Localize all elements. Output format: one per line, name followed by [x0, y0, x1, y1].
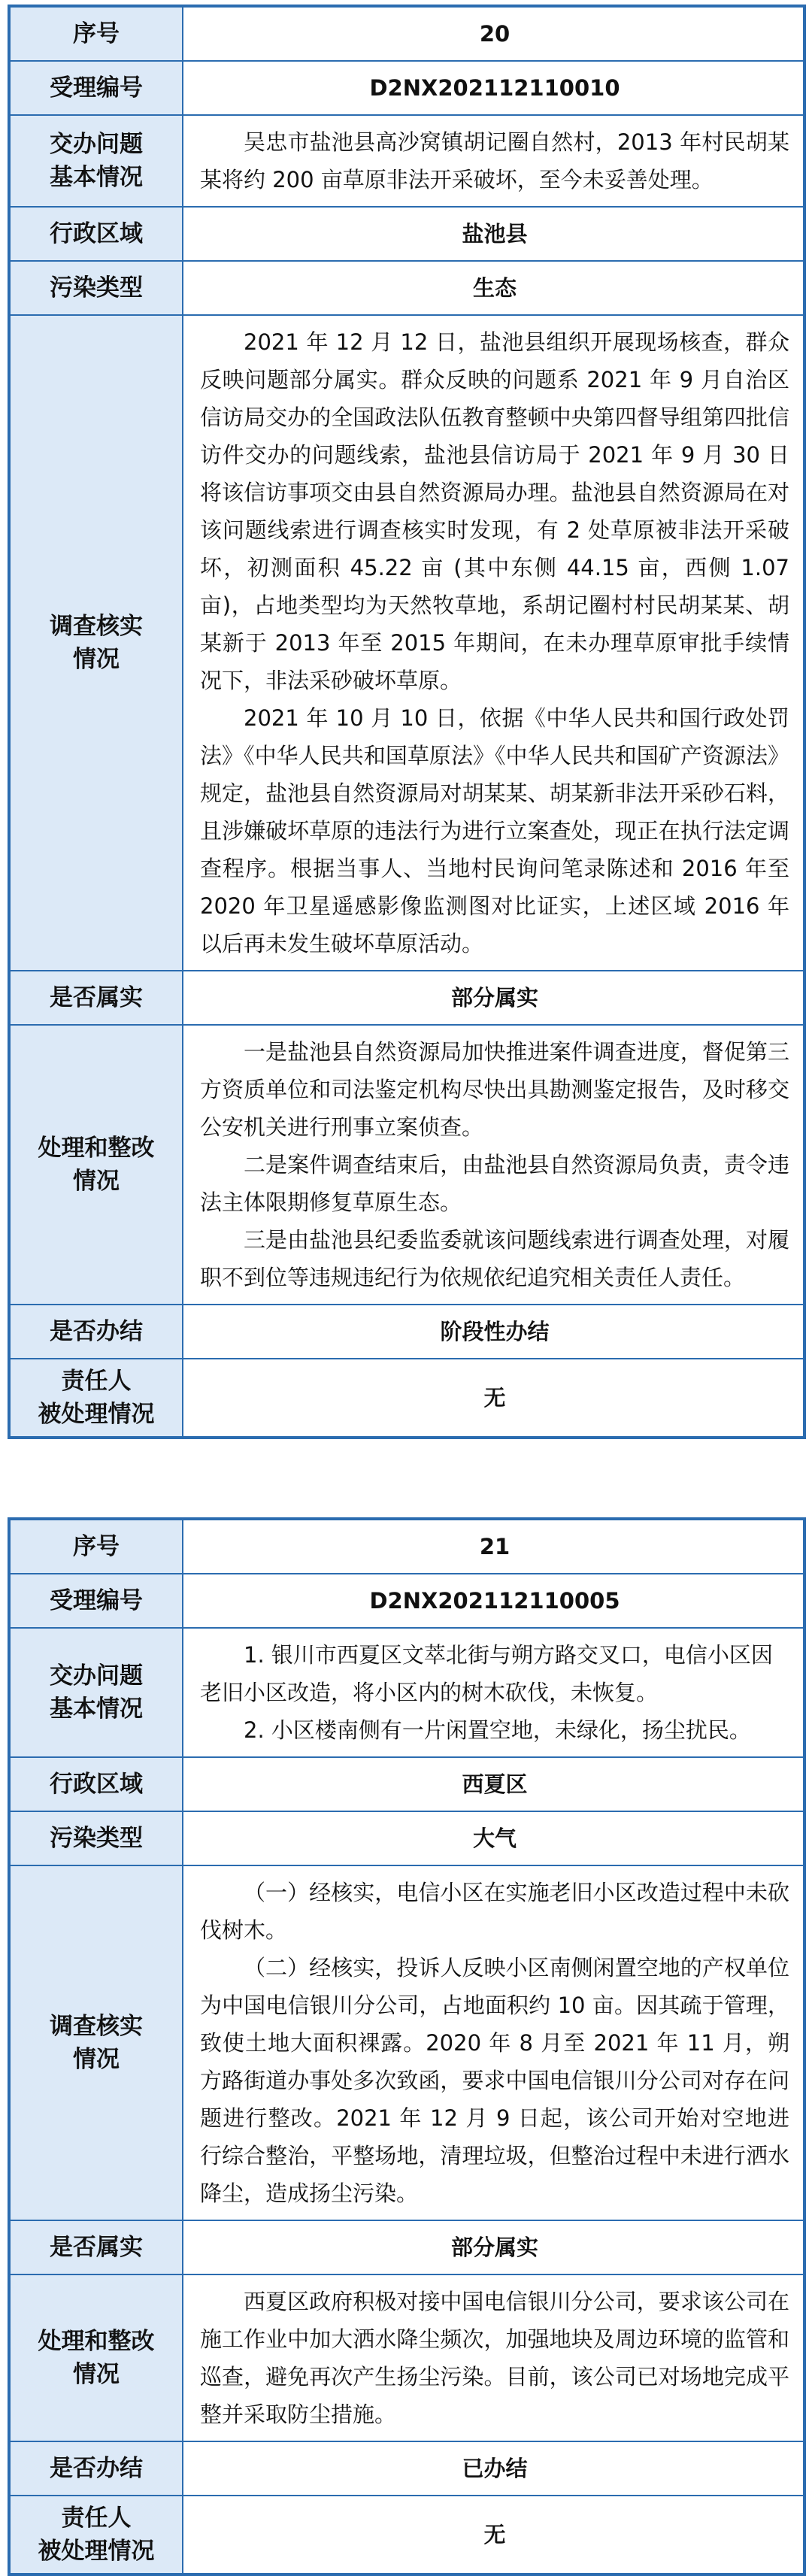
investigation-value	[183, 1865, 804, 2220]
record-table	[9, 6, 804, 1438]
accept-no-value: D2NX202112110005	[183, 1574, 804, 1628]
issue-label: 交办问题 基本情况	[10, 1628, 183, 1757]
seq-label: 序号	[10, 7, 183, 61]
handling-paragraph: 二是案件调查结束后，由盐池县自然资源局负责，责令违法主体限期修复草原生态。	[200, 1152, 789, 1215]
closed-label: 是否办结	[10, 1305, 183, 1359]
responsible-value: 无	[183, 2496, 804, 2574]
handling-paragraph: 西夏区政府积极对接中国电信银川分公司，要求该公司在施工作业中加大洒水降尘频次，加强地块及周边环境的监管和巡查，避免再次产生扬尘污染。目前，该公司已对场地完成平整并采取防尘措施。	[200, 2289, 789, 2427]
responsible-value: 无	[183, 1359, 804, 1437]
verified-label: 是否属实	[10, 971, 183, 1025]
record-card-21	[8, 1517, 806, 2576]
issue-label: 交办问题 基本情况	[10, 115, 183, 207]
district-label: 行政区域	[10, 207, 183, 261]
issue-paragraph: 1. 银川市西夏区文萃北街与朔方路交叉口，电信小区因老旧小区改造，将小区内的树木砍伐，未恢复。	[200, 1642, 773, 1705]
investigation-value	[183, 315, 804, 971]
issue-paragraph: 吴忠市盐池县高沙窝镇胡记圈自然村，2013 年村民胡某某将约 200 亩草原非法开采破坏，至今未妥善处理。	[200, 129, 789, 192]
district-label: 行政区域	[10, 1757, 183, 1811]
issue-value	[183, 115, 804, 207]
verified-label: 是否属实	[10, 2220, 183, 2274]
accept-no-value: D2NX202112110010	[183, 61, 804, 115]
closed-value: 已办结	[183, 2441, 804, 2496]
record-card-20	[8, 5, 806, 1439]
accept-no-label: 受理编号	[10, 1574, 183, 1628]
district-value: 西夏区	[183, 1757, 804, 1811]
investigation-paragraph: （二）经核实，投诉人反映小区南侧闲置空地的产权单位为中国电信银川分公司，占地面积约 10 亩。因其疏于管理，致使土地大面积裸露。2020 年 8 月至 2021 年 11 月，朔方路街道办事处多次致函，要求中国电信银川分公司对存在问题进行整改。2021 年 12 月 9 日起，该公司开始对空地进行综合整治，平整场地，清理垃圾，但整治过程中未进行洒水降尘，造成扬尘污染。	[200, 1955, 789, 2206]
handling-label: 处理和整改 情况	[10, 1025, 183, 1305]
responsible-label: 责任人 被处理情况	[10, 2496, 183, 2574]
investigation-paragraph: （一）经核实，电信小区在实施老旧小区改造过程中未砍伐树木。	[200, 1880, 789, 1943]
issue-paragraph: 2. 小区楼南侧有一片闲置空地，未绿化，扬尘扰民。	[244, 1717, 751, 1743]
record-table	[9, 1519, 804, 2574]
verified-value: 部分属实	[183, 2220, 804, 2274]
seq-label: 序号	[10, 1520, 183, 1574]
verified-value: 部分属实	[183, 971, 804, 1025]
investigation-label: 调查核实 情况	[10, 1865, 183, 2220]
pollution-value: 生态	[183, 261, 804, 315]
district-value: 盐池县	[183, 207, 804, 261]
handling-value	[183, 2274, 804, 2441]
pollution-label: 污染类型	[10, 1811, 183, 1865]
investigation-label: 调查核实 情况	[10, 315, 183, 971]
pollution-value: 大气	[183, 1811, 804, 1865]
handling-paragraph: 一是盐池县自然资源局加快推进案件调查进度，督促第三方资质单位和司法鉴定机构尽快出具勘测鉴定报告，及时移交公安机关进行刑事立案侦查。	[200, 1039, 789, 1140]
handling-label: 处理和整改 情况	[10, 2274, 183, 2441]
pollution-label: 污染类型	[10, 261, 183, 315]
accept-no-label: 受理编号	[10, 61, 183, 115]
closed-value: 阶段性办结	[183, 1305, 804, 1359]
responsible-label: 责任人 被处理情况	[10, 1359, 183, 1437]
seq-value: 20	[183, 7, 804, 61]
handling-paragraph: 三是由盐池县纪委监委就该问题线索进行调查处理，对履职不到位等违规违纪行为依规依纪追究相关责任人责任。	[200, 1227, 789, 1290]
closed-label: 是否办结	[10, 2441, 183, 2496]
seq-value: 21	[183, 1520, 804, 1574]
investigation-paragraph: 2021 年 12 月 12 日，盐池县组织开展现场核查，群众反映问题部分属实。群众反映的问题系 2021 年 9 月自治区信访局交办的全国政法队伍教育整顿中央第四督导组第四批信访件交办的问题线索，盐池县信访局于 2021 年 9 月 30 日将该信访事项交由县自然资源局办理。盐池县自然资源局在对该问题线索进行调查核实时发现，有 2 处草原被非法开采破坏，初测面积 45.22 亩 (其中东侧 44.15 亩，西侧 1.07 亩)，占地类型均为天然牧草地，系胡记圈村村民胡某某、胡某新于 2013 年至 2015 年期间，在未办理草原审批手续情况下，非法采砂破坏草原。	[200, 329, 789, 693]
issue-value	[183, 1628, 804, 1757]
handling-value	[183, 1025, 804, 1305]
investigation-paragraph: 2021 年 10 月 10 日，依据《中华人民共和国行政处罚法》《中华人民共和国草原法》《中华人民共和国矿产资源法》规定，盐池县自然资源局对胡某某、胡某新非法开采砂石料，且涉嫌破坏草原的违法行为进行立案查处，现正在执行法定调查程序。根据当事人、当地村民询问笔录陈述和 2016 年至 2020 年卫星遥感影像监测图对比证实，上述区域 2016 年以后再未发生破坏草原活动。	[200, 705, 789, 956]
